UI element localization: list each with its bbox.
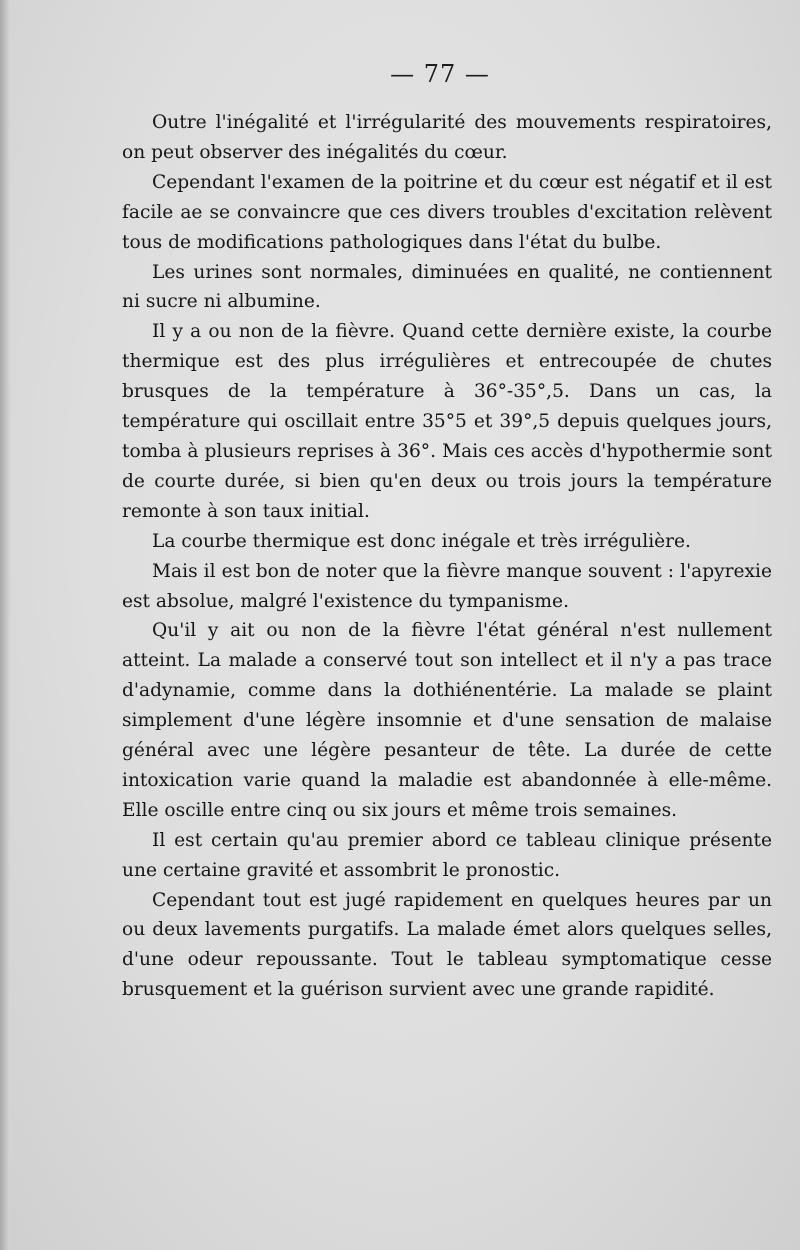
paragraph-3: Les urines sont normales, diminuées en qualité, ne contiennent ni sucre ni albumine. [122, 261, 772, 313]
page-binding-edge [0, 0, 10, 1250]
paragraph-1: Outre l'inégalité et l'irrégularité des mouvements respiratoires, on peut observer des inégalités du cœur. [122, 112, 772, 163]
paragraph-2: Cependant l'examen de la poitrine et du cœur est négatif et il est facile ae se convaincre que ces divers troubles d'excitation relèvent tous de modifications pathologiques dans l'état du bulbe. [122, 171, 772, 253]
body-text [122, 108, 772, 1005]
paragraph-7: Qu'il y ait ou non de la fièvre l'état général n'est nullement atteint. La malade a conservé tout son intellect et il n'y a pas trace d'adynamie, comme dans la dothiénentérie. La malade se plaint simplement d'une légère insomnie et d'une sensation de malaise général avec une légère pesanteur de tête. La durée de cette intoxication varie quand la maladie est abandonnée à elle-même. Elle oscille entre cinq ou six jours et même trois semaines. [122, 620, 772, 821]
page-number: — 77 — [390, 60, 490, 88]
paragraph-4: Il y a ou non de la fièvre. Quand cette dernière existe, la courbe thermique est des plus irrégulières et entrecoupée de chutes brusques de la température à 36°-35°,5. Dans un cas, la température qui oscillait entre 35°5 et 39°,5 depuis quelques jours, tomba à plusieurs reprises à 36°. Mais ces accès d'hypothermie sont de courte durée, si bien qu'en deux ou trois jours la température remonte à son taux initial. [122, 321, 772, 522]
paragraph-6: Mais il est bon de noter que la fièvre manque souvent : l'apyrexie est absolue, malgré l'existence du tympanisme. [122, 560, 772, 612]
paragraph-8: Il est certain qu'au premier abord ce tableau clinique présente une certaine gravité et assombrit le pronostic. [122, 829, 772, 881]
paragraph-9: Cependant tout est jugé rapidement en quelques heures par un ou deux lavements purgatifs. La malade émet alors quelques selles, d'une odeur repoussante. Tout le tableau symptomatique cesse brusquement et la guérison survient avec une grande rapidité. [122, 889, 772, 1001]
paragraph-5: La courbe thermique est donc inégale et très irrégulière. [152, 530, 691, 552]
